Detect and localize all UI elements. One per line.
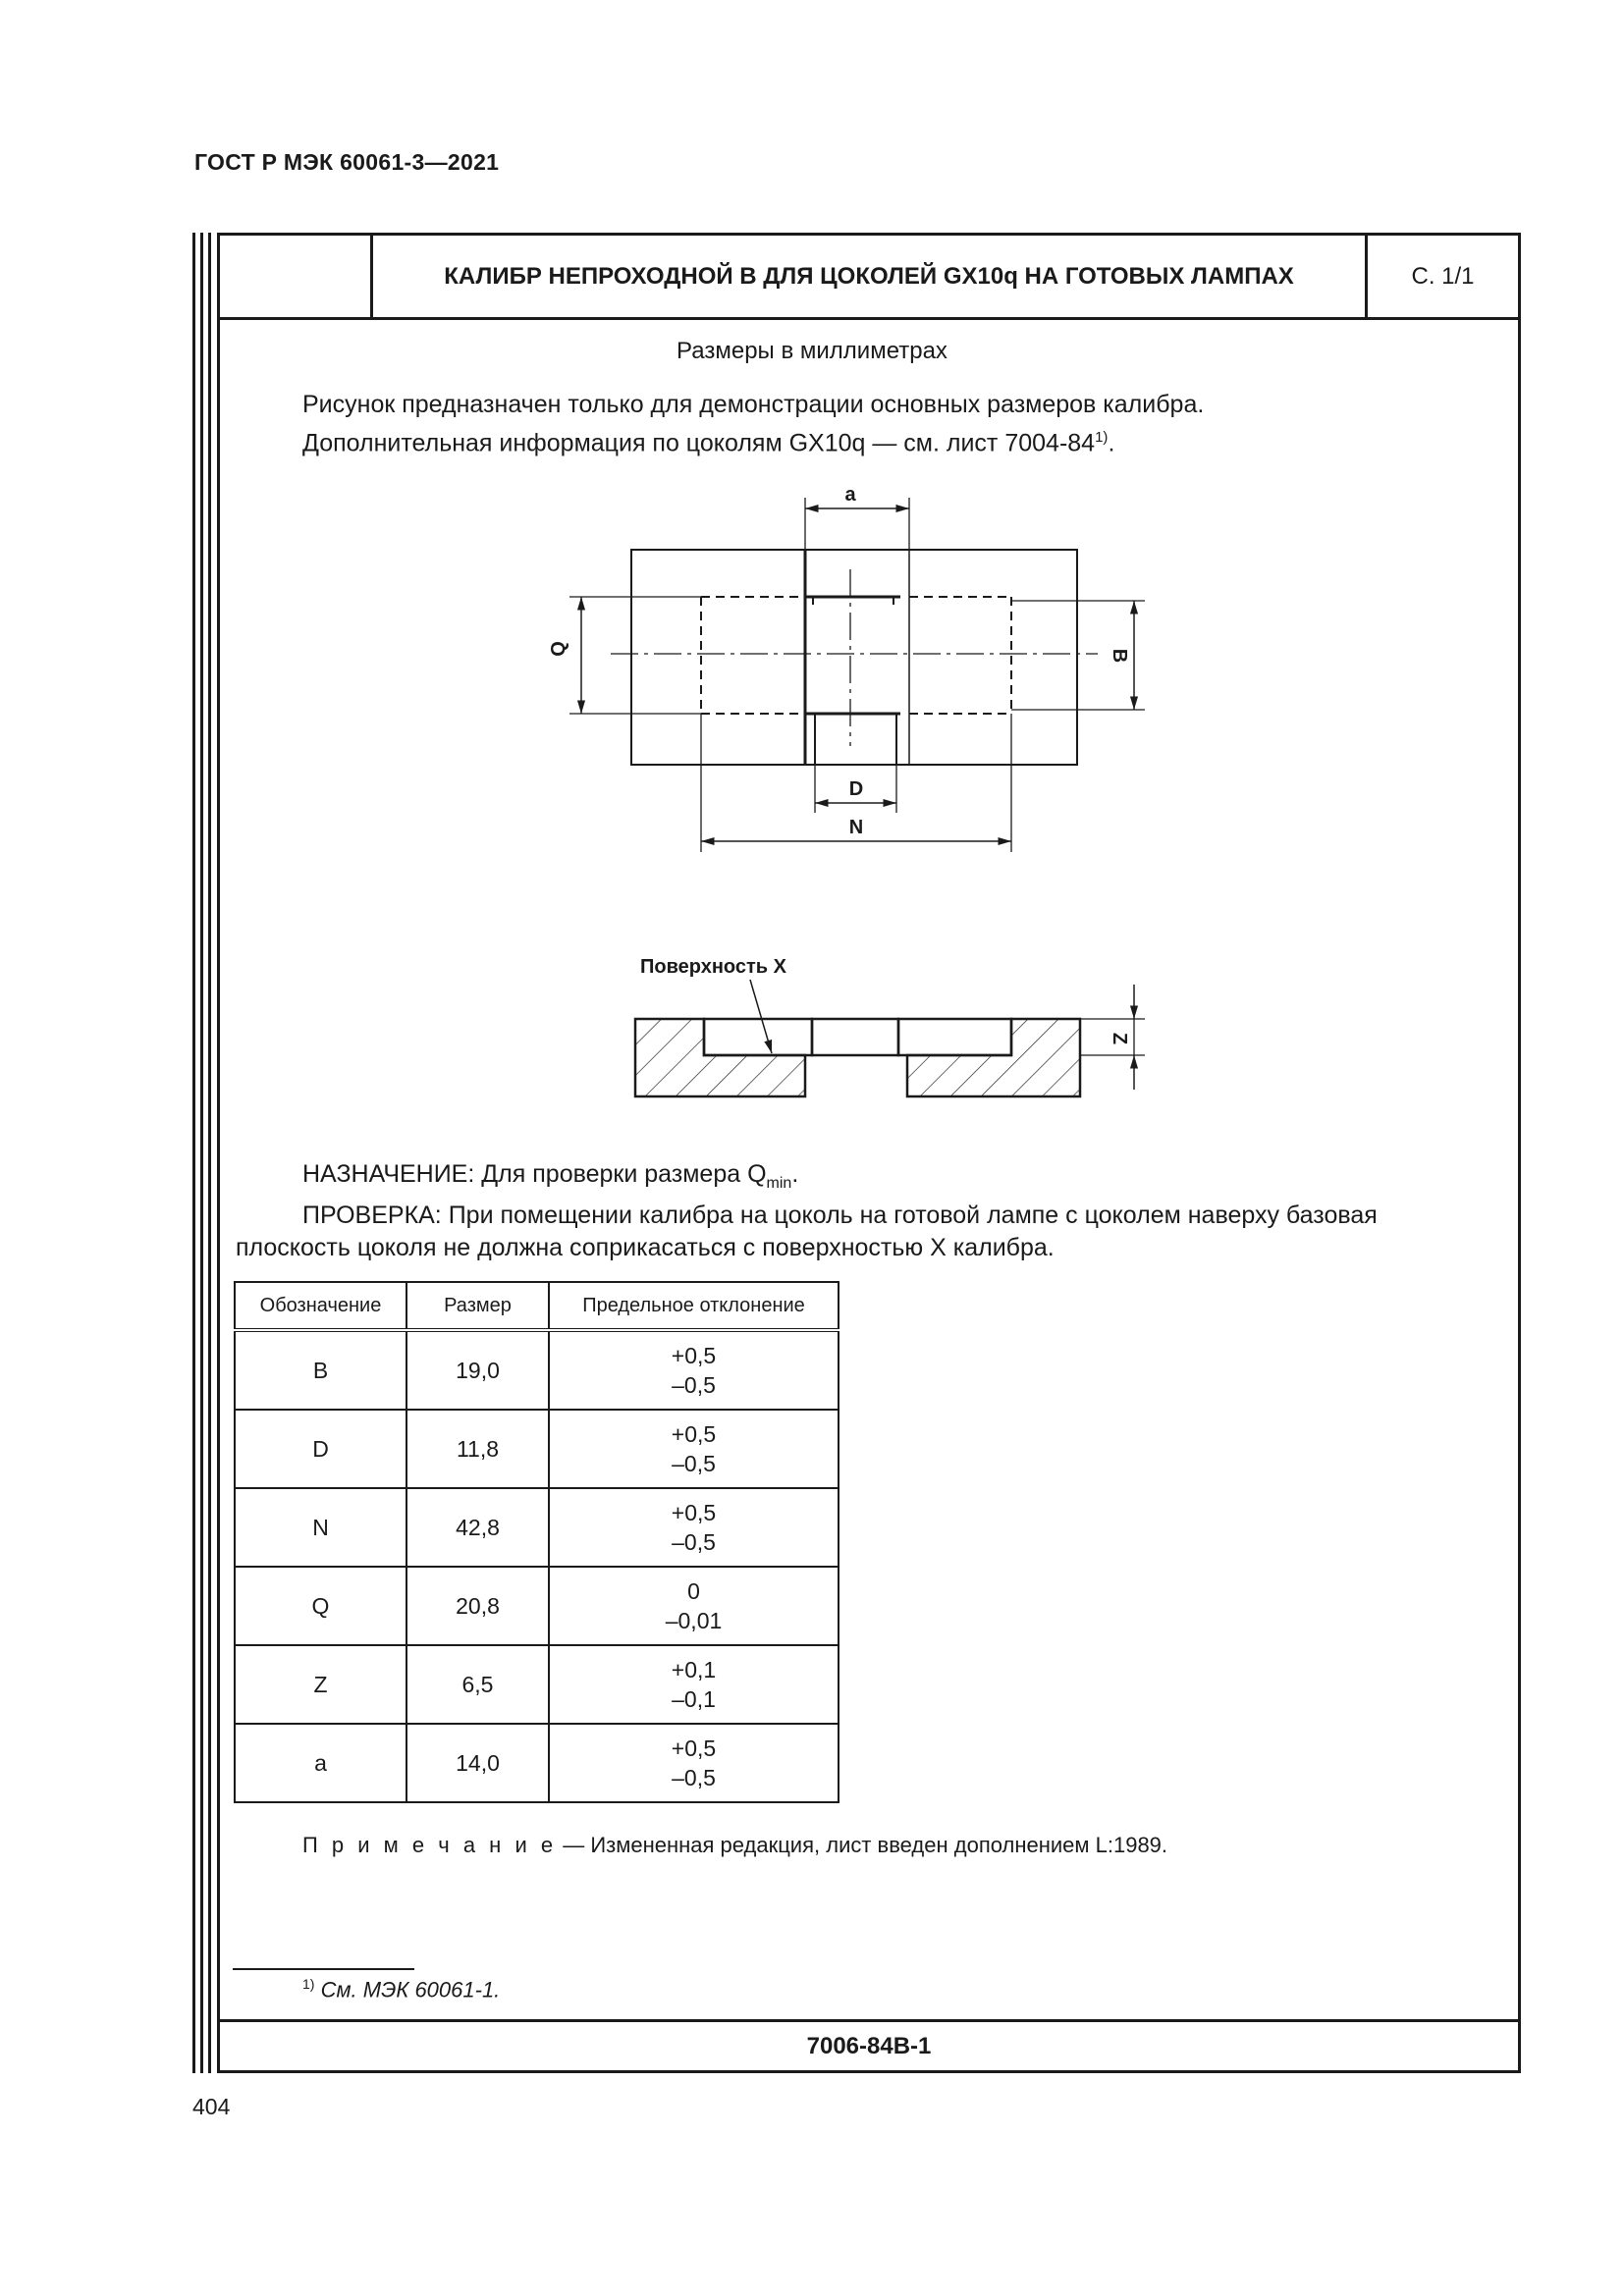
page-number: 404 <box>192 2094 231 2119</box>
note <box>302 1833 1167 1858</box>
dim-label-b: B <box>1109 648 1130 664</box>
footnote-mark: 1) <box>302 1976 315 1992</box>
page-reference: С. 1/1 <box>1411 262 1475 290</box>
cell-symbol: a <box>235 1724 406 1802</box>
cell-tolerance: +0,5 –0,5 <box>549 1410 839 1488</box>
cell-symbol: B <box>235 1330 406 1410</box>
check-line-1: ПРОВЕРКА: При помещении калибра на цоколь на готовой лампе с цоколем наверху базовая <box>302 1201 1378 1229</box>
footnote <box>302 1976 500 2002</box>
cell-size: 14,0 <box>406 1724 549 1802</box>
col-header-size: Размер <box>406 1282 549 1330</box>
col-header-symbol: Обозначение <box>235 1282 406 1330</box>
intro-line-1: Рисунок предназначен только для демонстрации основных размеров калибра. <box>302 391 1205 418</box>
footnote-text: См. МЭК 60061-1. <box>320 1977 501 2002</box>
table-row <box>235 1724 839 1802</box>
cell-symbol: N <box>235 1488 406 1567</box>
dim-label-z: Z <box>1109 1032 1130 1045</box>
sheet-number: 7006-84B-1 <box>220 2019 1518 2070</box>
gauge-outline <box>631 550 1077 765</box>
cell-size: 20,8 <box>406 1567 549 1645</box>
section-left-hatch <box>635 1019 805 1096</box>
cell-symbol: Z <box>235 1645 406 1724</box>
cell-size: 6,5 <box>406 1645 549 1724</box>
check-line-2: плоскость цоколя не должна соприкасаться с поверхностью X калибра. <box>236 1234 1055 1261</box>
dim-label-q: Q <box>548 641 569 657</box>
table-row <box>235 1488 839 1567</box>
cell-tolerance: +0,5 –0,5 <box>549 1724 839 1802</box>
footnote-separator <box>233 1968 414 1970</box>
table-header-row <box>235 1282 839 1330</box>
col-header-tolerance: Предельное отклонение <box>549 1282 839 1330</box>
cell-tolerance: +0,1 –0,1 <box>549 1645 839 1724</box>
cell-size: 19,0 <box>406 1330 549 1410</box>
note-label: П р и м е ч а н и е <box>302 1833 558 1857</box>
cell-symbol: D <box>235 1410 406 1488</box>
sheet-title: КАЛИБР НЕПРОХОДНОЙ В ДЛЯ ЦОКОЛЕЙ GX10q НА ГОТОВЫХ ЛАМПАХ <box>373 236 1368 317</box>
units-note: Размеры в миллиметрах <box>677 338 947 364</box>
surface-x-label: Поверхность X <box>640 956 786 978</box>
dim-label-a: a <box>844 484 856 506</box>
cell-tolerance: 0 –0,01 <box>549 1567 839 1645</box>
footnote-ref[interactable]: 1) <box>1095 429 1109 446</box>
purpose-text <box>236 1158 1512 1264</box>
intro-line-2: Дополнительная информация по цоколям GX10q — см. лист 7004-84$^{1)}$. <box>302 429 1115 457</box>
cell-tolerance: +0,5 –0,5 <box>549 1330 839 1410</box>
cell-size: 42,8 <box>406 1488 549 1567</box>
section-right-hatch <box>907 1019 1080 1096</box>
table-row <box>235 1410 839 1488</box>
purpose-line: НАЗНАЧЕНИЕ: Для проверки размера $Q_{min}$. <box>302 1160 799 1192</box>
cell-tolerance: +0,5 –0,5 <box>549 1488 839 1567</box>
dim-label-n: N <box>848 817 864 838</box>
table-row <box>235 1645 839 1724</box>
running-header: ГОСТ Р МЭК 60061-3—2021 <box>194 149 500 175</box>
dim-label-d: D <box>848 778 864 800</box>
note-text: — Измененная редакция, лист введен дополнением L:1989. <box>557 1833 1168 1857</box>
table-row <box>235 1330 839 1410</box>
dimensions-table <box>234 1281 839 1803</box>
table-row <box>235 1567 839 1645</box>
cell-size: 11,8 <box>406 1410 549 1488</box>
cell-symbol: Q <box>235 1567 406 1645</box>
